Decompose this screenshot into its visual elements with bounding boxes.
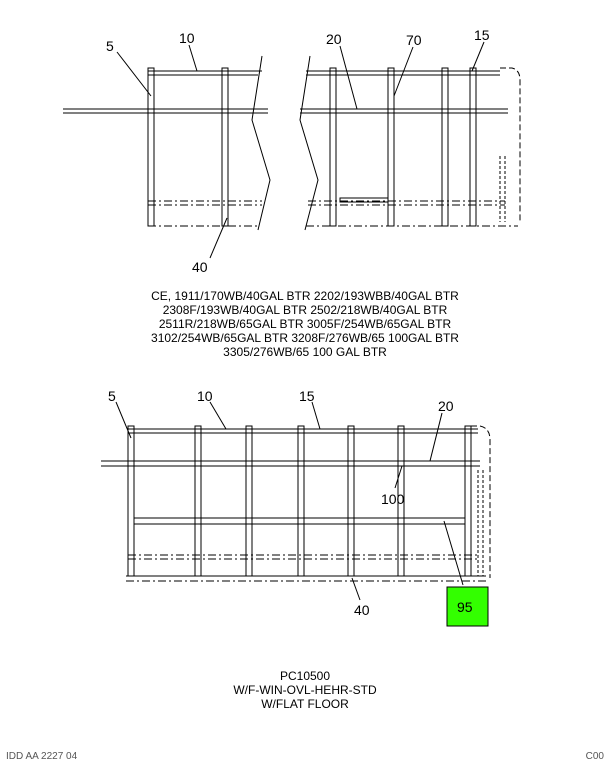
caption-line: W/F-WIN-OVL-HEHR-STD — [233, 683, 377, 697]
footer-left-code: IDD AA 2227 04 — [6, 751, 78, 762]
callout-40-top[interactable]: 40 — [192, 259, 208, 275]
caption-line: PC10500 — [279, 669, 331, 683]
caption-line: 2511R/218WB/65GAL BTR 3005F/254WB/65GAL BTR — [158, 317, 452, 331]
caption-line: 2308F/193WB/40GAL BTR 2502/218WB/40GAL BTR — [162, 303, 448, 317]
callout-20-top[interactable]: 20 — [326, 31, 342, 47]
caption-line: 3102/254WB/65GAL BTR 3208F/276WB/65 100GAL BTR — [151, 331, 459, 345]
callout-100-bottom[interactable]: 100 — [381, 491, 405, 507]
callout-5-top[interactable]: 5 — [106, 38, 114, 54]
top-frame-view — [63, 42, 520, 258]
top-applicability-caption — [0, 289, 610, 359]
caption-line: 3305/276WB/65 100 GAL BTR — [223, 345, 387, 359]
callout-15-top[interactable]: 15 — [474, 27, 490, 43]
callout-10-top[interactable]: 10 — [179, 30, 195, 46]
bottom-frame-view — [101, 402, 490, 600]
callout-20-bottom[interactable]: 20 — [438, 398, 454, 414]
callout-40-bottom[interactable]: 40 — [354, 602, 370, 618]
caption-line: W/FLAT FLOOR — [261, 697, 349, 711]
caption-line: CE, 1911/170WB/40GAL BTR 2202/193WBB/40GAL BTR — [151, 289, 459, 303]
callout-95-bottom[interactable]: 95 — [457, 599, 473, 615]
callout-15-bottom[interactable]: 15 — [299, 388, 315, 404]
callout-70-top[interactable]: 70 — [406, 32, 422, 48]
bottom-applicability-caption — [0, 669, 610, 711]
callout-5-bottom[interactable]: 5 — [108, 388, 116, 404]
callout-10-bottom[interactable]: 10 — [197, 388, 213, 404]
footer-right-code: C00 — [585, 751, 604, 762]
